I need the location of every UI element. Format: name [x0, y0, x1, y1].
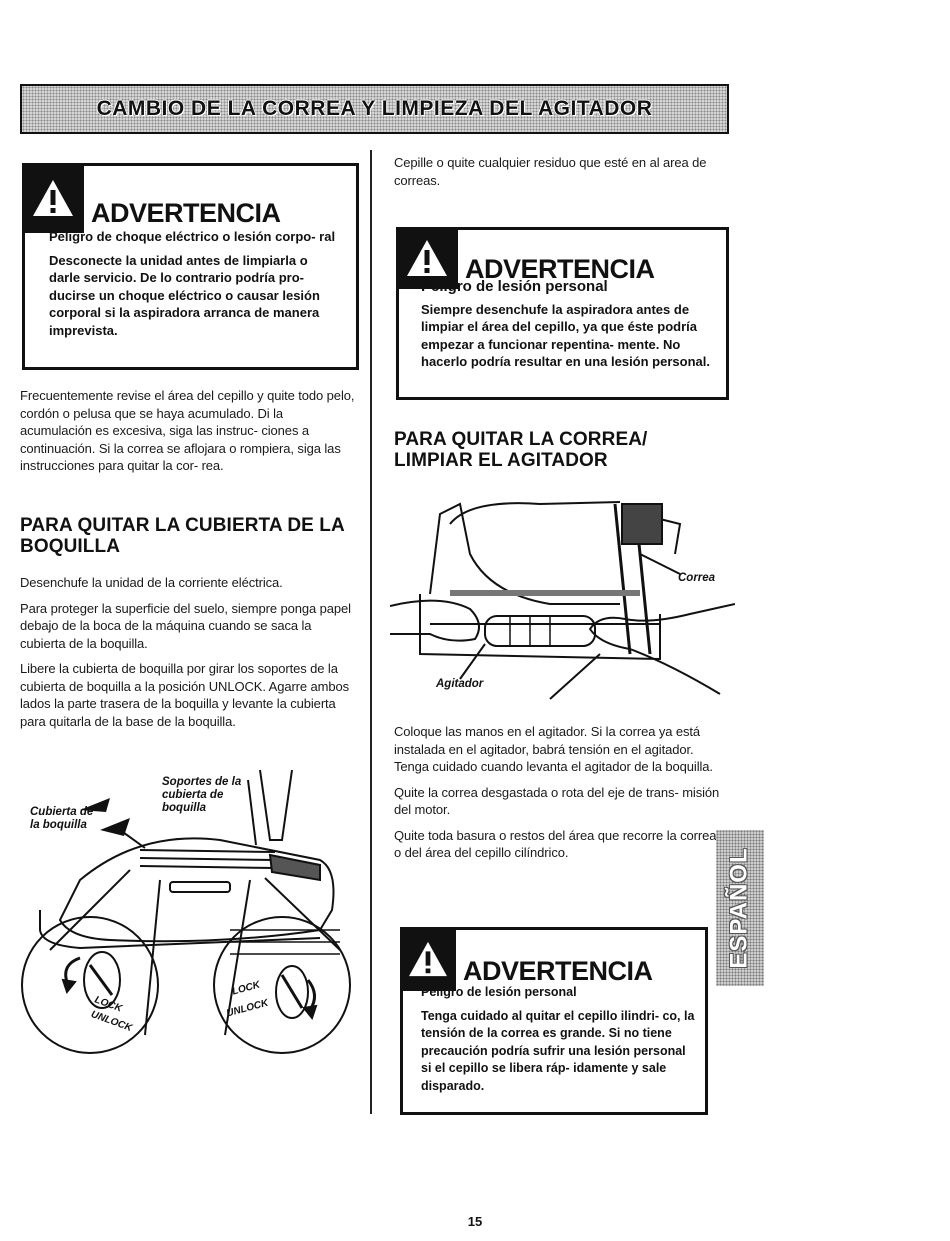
right-intro-text: Cepille o quite cualquier residuo que esté en al area de correas. — [394, 155, 707, 188]
belt-agitator-drawing — [390, 494, 735, 706]
intro-text: Frecuentemente revise el área del cepillo y quite todo pelo, cordón o pelusa que se haya acumulado. Di la acumulación es excesiva, siga las instruc- ciones a continuación. Si la correa se aflojara o rompiera, siga las instrucciones para quitar la cor- rea. — [20, 388, 355, 473]
paragraph-release-cover: Libere la cubierta de boquilla por girar los soportes de la cubierta de boquilla a la posición UNLOCK. Agarre ambos lados la parte trasera de la boquilla y levante la cubierta para quitarla de la base de la boquilla. — [20, 661, 350, 729]
warning-instruction: Siempre desenchufe la aspiradora antes de limpiar el área del cepillo, ya que éste podría empezar a funcionar repentina- mente. No hacerlo podría resultar en una lesión personal. — [421, 301, 710, 369]
label-right-unlock: UNLOCK — [225, 997, 270, 1020]
paragraph-hands-agitator: Coloque las manos en el agitador. Si la correa ya está instalada en el agitador, babrá tensión en el agitador. Tenga cuidado cuando levanta el agitador de la boquilla. — [394, 724, 713, 774]
warning-body — [49, 228, 342, 345]
warning-body — [421, 278, 716, 377]
warning-header — [22, 163, 281, 233]
warning-header — [400, 927, 653, 991]
paragraph-unplug: Desenchufe la unidad de la corriente eléctrica. — [20, 575, 283, 590]
banner-title: CAMBIO DE LA CORREA Y LIMPIEZA DEL AGITADOR — [96, 97, 653, 120]
paragraph-protect-floor: Para proteger la superficie del suelo, siempre ponga papel debajo de la boca de la máquina cuando se saca la cubierta de la boquilla. — [20, 600, 351, 651]
section-banner — [20, 84, 729, 134]
warning-subtitle: Peligro de lesión personal — [421, 985, 577, 999]
section-heading-belt: PARA QUITAR LA CORREA/ LIMPIAR EL AGITADOR — [394, 429, 648, 471]
warning-box-personal-injury — [396, 227, 729, 400]
warning-box-electric — [22, 163, 359, 370]
warning-instruction: Tenga cuidado al quitar el cepillo ilindri- co, la tensión de la correa es grande. Si no tiene precaución podría sufrir una lesión personal si el cepillo se libera ráp- idamente y sale disparado. — [421, 1008, 695, 1093]
warning-title: ADVERTENCIA — [463, 956, 653, 986]
nozzle-cover-illustration — [20, 770, 360, 1060]
label-cover-supports: Soportes de la cubierta de boquilla — [162, 776, 242, 814]
column-divider — [370, 150, 372, 1114]
section-belt-body — [394, 723, 722, 870]
label-nozzle-cover: Cubierta de la boquilla — [30, 806, 94, 831]
belt-agitator-illustration — [390, 494, 735, 706]
paragraph-remove-belt: Quite la correa desgastada o rota del eje de trans- misión del motor. — [394, 784, 720, 817]
page-number: 15 — [467, 1214, 483, 1229]
intro-paragraph — [20, 387, 355, 483]
paragraph-remove-debris: Quite toda basura o restos del área que recorre la correa o del área del cepillo cilíndrico. — [394, 827, 717, 860]
section-cover-body — [20, 574, 358, 738]
label-right-lock: LOCK — [231, 979, 262, 998]
warning-triangle-icon — [22, 163, 84, 233]
right-intro-paragraph — [394, 154, 724, 197]
warning-body — [421, 984, 695, 1101]
warning-hazard: Peligro de choque eléctrico o lesión corpo- ral — [49, 229, 336, 244]
warning-title: ADVERTENCIA — [91, 198, 281, 228]
language-tab-label: ESPAÑOL — [726, 847, 754, 969]
label-left-unlock: UNLOCK — [89, 1009, 134, 1034]
label-belt: Correa — [678, 572, 716, 584]
warning-title: ADVERTENCIA — [465, 254, 655, 284]
warning-subtitle: Peligro de lesión personal — [421, 278, 608, 295]
warning-instruction: Desconecte la unidad antes de limpiarla o darle servicio. De lo contrario podría pro- ducirse un choque eléctrico o causar lesión corporal si la aspiradora arranca de manera imprevista. — [49, 252, 320, 338]
warning-triangle-icon — [400, 927, 456, 991]
section-heading-cover: PARA QUITAR LA CUBIERTA DE LA BOQUILLA — [20, 515, 345, 557]
warning-box-belt-tension — [400, 927, 708, 1115]
label-agitator: Agitador — [436, 678, 484, 690]
label-left-lock: LOCK — [92, 994, 124, 1015]
language-tab — [716, 830, 764, 986]
